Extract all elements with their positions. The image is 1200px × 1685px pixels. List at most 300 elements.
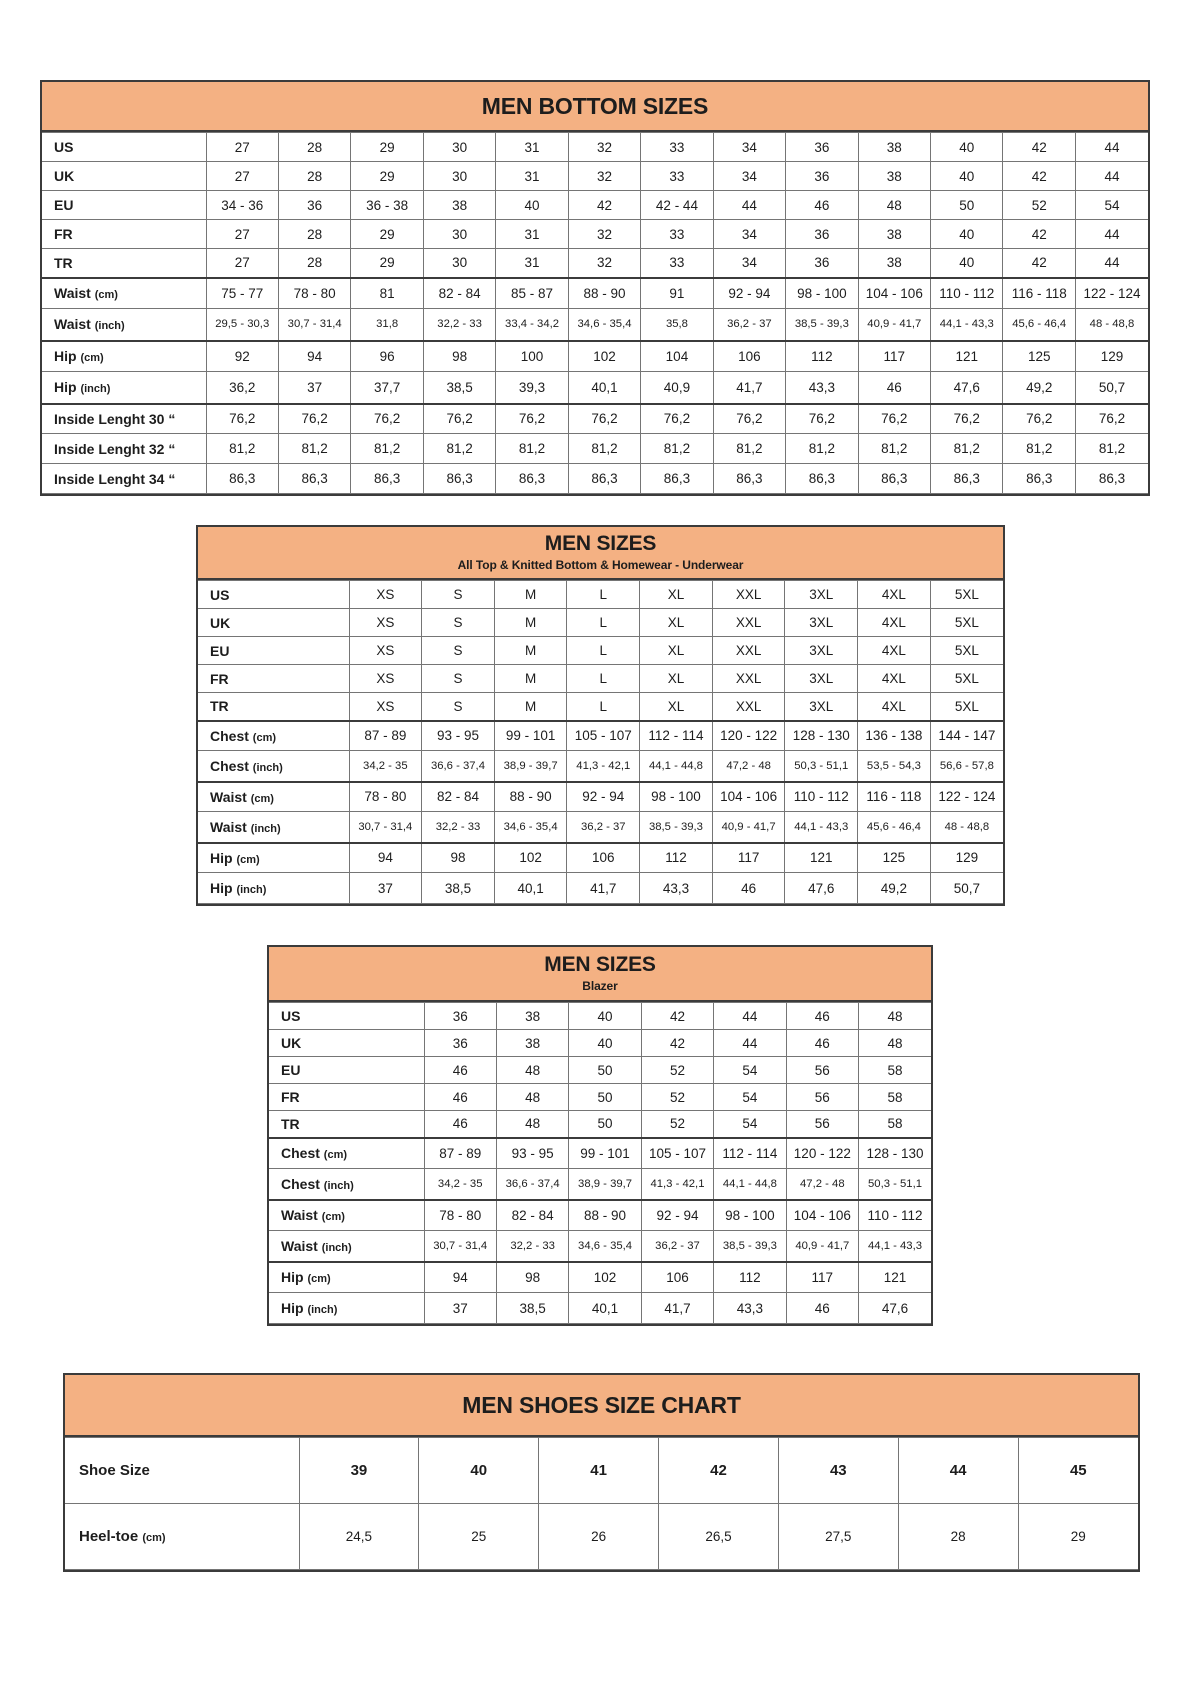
value-cell: 110 - 112 [931, 278, 1003, 309]
value-cell: 32,2 - 33 [423, 309, 495, 341]
value-cell: 56 [786, 1084, 858, 1111]
men-shoes-size-chart-table [63, 1373, 1140, 1572]
value-cell: 36 [424, 1003, 496, 1030]
value-cell: 98 - 100 [640, 782, 713, 812]
value-cell: 40,1 [568, 372, 640, 404]
value-cell: 78 - 80 [278, 278, 350, 309]
table-row-eu [198, 637, 1003, 665]
value-cell: 31 [496, 220, 568, 249]
value-cell: 24,5 [299, 1504, 419, 1570]
row-label: Inside Lenght 32 “ [54, 440, 176, 457]
value-cell: XS [349, 609, 422, 637]
value-cell: 34 [713, 220, 785, 249]
value-cell: 33 [641, 220, 713, 249]
value-cell: 117 [786, 1262, 858, 1293]
value-cell: 78 - 80 [349, 782, 422, 812]
value-cell: 29 [351, 133, 423, 162]
value-cell: 41 [539, 1438, 659, 1504]
value-cell: 30 [423, 220, 495, 249]
value-cell: 82 - 84 [422, 782, 495, 812]
value-cell: 34,6 - 35,4 [568, 309, 640, 341]
value-cell: 86,3 [351, 464, 423, 494]
value-cell: 92 - 94 [713, 278, 785, 309]
men-bottom-sizes-table [40, 80, 1150, 496]
table-row-chest-cm [269, 1138, 931, 1169]
table-row-fr [42, 220, 1148, 249]
row-label: EU [281, 1062, 301, 1078]
row-label: TR [210, 698, 229, 715]
value-cell: 117 [712, 843, 785, 873]
table-row-fr [198, 665, 1003, 693]
value-cell: L [567, 637, 640, 665]
value-cell: 45,6 - 46,4 [858, 812, 931, 843]
value-cell: 40,9 - 41,7 [858, 309, 930, 341]
value-cell: 28 [278, 162, 350, 191]
value-cell: 112 [714, 1262, 786, 1293]
value-cell: 42 [1003, 133, 1075, 162]
value-cell: 45,6 - 46,4 [1003, 309, 1075, 341]
row-label-cell [198, 873, 349, 904]
value-cell: 81,2 [278, 434, 350, 464]
value-cell: 122 - 124 [1075, 278, 1148, 309]
value-cell: 29 [351, 220, 423, 249]
row-label-cell [65, 1504, 299, 1570]
row-unit: (inch) [250, 822, 281, 835]
value-cell: 82 - 84 [423, 278, 495, 309]
value-cell: 117 [858, 341, 930, 372]
men-sizes-top-table-header [198, 527, 1003, 580]
table-row-us [198, 581, 1003, 609]
value-cell: 54 [1075, 191, 1148, 220]
value-cell: 4XL [858, 637, 931, 665]
value-cell: 78 - 80 [424, 1200, 496, 1231]
value-cell: 4XL [858, 609, 931, 637]
value-cell: 43,3 [786, 372, 858, 404]
value-cell: 81,2 [496, 434, 568, 464]
value-cell: 47,6 [859, 1293, 931, 1324]
page [0, 80, 1200, 1685]
value-cell: 46 [786, 1293, 858, 1324]
table-row-hip-cm [198, 843, 1003, 873]
value-cell: 98 [423, 341, 495, 372]
value-cell: 88 - 90 [568, 278, 640, 309]
value-cell: XL [640, 581, 713, 609]
value-cell: 27 [206, 133, 278, 162]
value-cell: L [567, 609, 640, 637]
value-cell: 36 - 38 [351, 191, 423, 220]
row-label-cell [269, 1262, 424, 1293]
value-cell: 48 - 48,8 [930, 812, 1003, 843]
value-cell: 120 - 122 [786, 1138, 858, 1169]
value-cell: 76,2 [351, 404, 423, 434]
value-cell: 36,6 - 37,4 [496, 1169, 568, 1200]
men-sizes-blazer-table [267, 945, 933, 1326]
row-unit: (inch) [236, 884, 267, 896]
table-row-uk [269, 1030, 931, 1057]
row-label-cell [42, 341, 206, 372]
value-cell: 76,2 [1003, 404, 1075, 434]
value-cell: 76,2 [1075, 404, 1148, 434]
row-label: US [281, 1008, 301, 1024]
value-cell: 81 [351, 278, 423, 309]
value-cell: 34 [713, 162, 785, 191]
table-row-waist-inch [269, 1231, 931, 1262]
value-cell: 104 - 106 [712, 782, 785, 812]
value-cell: 112 [786, 341, 858, 372]
row-label: US [210, 586, 230, 603]
value-cell: 93 - 95 [496, 1138, 568, 1169]
value-cell: 98 - 100 [786, 278, 858, 309]
value-cell: 86,3 [931, 464, 1003, 494]
value-cell: 27,5 [778, 1504, 898, 1570]
value-cell: 4XL [858, 581, 931, 609]
men-sizes-blazer-table-header [269, 947, 931, 1002]
row-label: EU [210, 642, 230, 659]
value-cell: XS [349, 693, 422, 721]
table-row-hip-inch [198, 873, 1003, 904]
value-cell: 39 [299, 1438, 419, 1504]
value-cell: 30 [423, 133, 495, 162]
value-cell: 56 [786, 1111, 858, 1138]
value-cell: 116 - 118 [858, 782, 931, 812]
value-cell: 34,2 - 35 [349, 751, 422, 782]
table-row-inside-lenght-32 [42, 434, 1148, 464]
value-cell: 32 [568, 249, 640, 278]
value-cell: 31 [496, 249, 568, 278]
row-unit: (inch) [307, 1304, 338, 1316]
value-cell: 34,6 - 35,4 [494, 812, 567, 843]
table-row-tr [198, 693, 1003, 721]
row-label-cell [198, 721, 349, 751]
value-cell: 5XL [930, 693, 1003, 721]
value-cell: 42 [1003, 162, 1075, 191]
value-cell: L [567, 581, 640, 609]
value-cell: 36,2 - 37 [641, 1231, 713, 1262]
row-label: Waist [210, 818, 247, 835]
value-cell: M [494, 637, 567, 665]
value-cell: 41,7 [713, 372, 785, 404]
value-cell: S [422, 693, 495, 721]
value-cell: 81,2 [206, 434, 278, 464]
value-cell: 3XL [785, 665, 858, 693]
value-cell: 40 [569, 1003, 641, 1030]
row-label: FR [281, 1089, 300, 1105]
value-cell: 47,2 - 48 [712, 751, 785, 782]
value-cell: 52 [641, 1084, 713, 1111]
value-cell: 76,2 [496, 404, 568, 434]
table-row-hip-inch [42, 372, 1148, 404]
row-label-cell [42, 249, 206, 278]
row-label: Chest [210, 727, 249, 744]
value-cell: 42 [1003, 220, 1075, 249]
value-cell: 30 [423, 249, 495, 278]
row-label: Waist [281, 1207, 318, 1224]
row-unit: (inch) [321, 1241, 352, 1254]
value-cell: 125 [1003, 341, 1075, 372]
value-cell: 86,3 [278, 464, 350, 494]
row-label-cell [42, 162, 206, 191]
value-cell: 106 [567, 843, 640, 873]
value-cell: 50 [931, 191, 1003, 220]
row-unit: (inch) [252, 761, 283, 774]
value-cell: 34 [713, 133, 785, 162]
value-cell: 29 [351, 249, 423, 278]
value-cell: 86,3 [496, 464, 568, 494]
value-cell: 58 [859, 1084, 931, 1111]
value-cell: 34,2 - 35 [424, 1169, 496, 1200]
value-cell: 49,2 [1003, 372, 1075, 404]
value-cell: 3XL [785, 637, 858, 665]
table-row-waist-cm [42, 278, 1148, 309]
value-cell: 50 [569, 1057, 641, 1084]
value-cell: 36 [786, 162, 858, 191]
value-cell: M [494, 581, 567, 609]
value-cell: 48 - 48,8 [1075, 309, 1148, 341]
value-cell: XXL [712, 581, 785, 609]
value-cell: 44 [714, 1003, 786, 1030]
row-label: Hip [281, 1300, 304, 1316]
value-cell: 36,2 - 37 [713, 309, 785, 341]
value-cell: XL [640, 609, 713, 637]
row-unit: (cm) [80, 352, 104, 365]
row-unit: (cm) [252, 731, 277, 744]
value-cell: 40 [569, 1030, 641, 1057]
value-cell: 88 - 90 [569, 1200, 641, 1231]
value-cell: 38 [858, 133, 930, 162]
value-cell: 81,2 [568, 434, 640, 464]
value-cell: 38 [858, 249, 930, 278]
row-label-cell [42, 309, 206, 341]
value-cell: 31 [496, 133, 568, 162]
row-unit: (inch) [323, 1179, 354, 1192]
value-cell: 27 [206, 249, 278, 278]
value-cell: 42 [641, 1030, 713, 1057]
value-cell: 26 [539, 1504, 659, 1570]
value-cell: 40,9 - 41,7 [712, 812, 785, 843]
value-cell: 76,2 [931, 404, 1003, 434]
value-cell: 46 [424, 1084, 496, 1111]
value-cell: 46 [858, 372, 930, 404]
row-label-cell [42, 133, 206, 162]
row-unit: (cm) [307, 1273, 331, 1286]
row-label-cell [65, 1438, 299, 1504]
value-cell: 53,5 - 54,3 [858, 751, 931, 782]
row-label: Hip [210, 880, 233, 896]
value-cell: 38,5 - 39,3 [640, 812, 713, 843]
value-cell: 46 [786, 191, 858, 220]
value-cell: XS [349, 581, 422, 609]
value-cell: 81,2 [858, 434, 930, 464]
value-cell: 38 [858, 220, 930, 249]
value-cell: 54 [714, 1111, 786, 1138]
value-cell: 128 - 130 [859, 1138, 931, 1169]
value-cell: 43,3 [714, 1293, 786, 1324]
value-cell: 32,2 - 33 [422, 812, 495, 843]
value-cell: 86,3 [713, 464, 785, 494]
value-cell: 30,7 - 31,4 [349, 812, 422, 843]
value-cell: 32 [568, 162, 640, 191]
value-cell: 3XL [785, 609, 858, 637]
value-cell: 40 [931, 220, 1003, 249]
value-cell: 98 [496, 1262, 568, 1293]
value-cell: 104 [641, 341, 713, 372]
value-cell: 105 - 107 [567, 721, 640, 751]
value-cell: S [422, 609, 495, 637]
value-cell: 36 [424, 1030, 496, 1057]
value-cell: 38 [423, 191, 495, 220]
value-cell: 44 [1075, 162, 1148, 191]
value-cell: 136 - 138 [858, 721, 931, 751]
value-cell: 38,5 [496, 1293, 568, 1324]
row-label-cell [198, 581, 349, 609]
value-cell: 30 [423, 162, 495, 191]
value-cell: 44,1 - 44,8 [714, 1169, 786, 1200]
value-cell: 40,1 [494, 873, 567, 904]
value-cell: 87 - 89 [349, 721, 422, 751]
row-label-cell [42, 191, 206, 220]
value-cell: 81,2 [1075, 434, 1148, 464]
value-cell: 42 - 44 [641, 191, 713, 220]
row-label: Hip [281, 1269, 304, 1286]
value-cell: 122 - 124 [930, 782, 1003, 812]
table-row-waist-inch [42, 309, 1148, 341]
row-label-cell [42, 278, 206, 309]
table-row-us [42, 133, 1148, 162]
row-label: EU [54, 197, 74, 213]
value-cell: 3XL [785, 693, 858, 721]
row-label: UK [210, 614, 231, 631]
size-charts-container [0, 80, 1200, 1572]
table-row-us [269, 1003, 931, 1030]
row-label-cell [269, 1169, 424, 1200]
row-label-cell [198, 843, 349, 873]
value-cell: 99 - 101 [494, 721, 567, 751]
value-cell: 29,5 - 30,3 [206, 309, 278, 341]
row-label: Chest [210, 757, 249, 774]
value-cell: 50,7 [1075, 372, 1148, 404]
value-cell: 46 [786, 1030, 858, 1057]
value-cell: 44,1 - 43,3 [931, 309, 1003, 341]
value-cell: 33 [641, 249, 713, 278]
table-row-chest-inch [198, 751, 1003, 782]
value-cell: 50,3 - 51,1 [859, 1169, 931, 1200]
value-cell: 144 - 147 [930, 721, 1003, 751]
value-cell: 85 - 87 [496, 278, 568, 309]
value-cell: 76,2 [858, 404, 930, 434]
value-cell: 112 - 114 [714, 1138, 786, 1169]
value-cell: 86,3 [1003, 464, 1075, 494]
value-cell: 48 [859, 1003, 931, 1030]
value-cell: 104 - 106 [786, 1200, 858, 1231]
value-cell: 92 - 94 [567, 782, 640, 812]
value-cell: 121 [859, 1262, 931, 1293]
value-cell: 91 [641, 278, 713, 309]
row-label: Inside Lenght 34 “ [54, 470, 176, 487]
row-label-cell [269, 1030, 424, 1057]
value-cell: 102 [494, 843, 567, 873]
value-cell: 76,2 [278, 404, 350, 434]
value-cell: 102 [569, 1262, 641, 1293]
value-cell: 34 [713, 249, 785, 278]
table-row-inside-lenght-30 [42, 404, 1148, 434]
value-cell: 76,2 [713, 404, 785, 434]
table-row-hip-cm [269, 1262, 931, 1293]
value-cell: 104 - 106 [858, 278, 930, 309]
value-cell: 5XL [930, 609, 1003, 637]
value-cell: XS [349, 665, 422, 693]
row-unit: (cm) [323, 1149, 348, 1162]
value-cell: 31 [496, 162, 568, 191]
value-cell: 82 - 84 [496, 1200, 568, 1231]
value-cell: 110 - 112 [785, 782, 858, 812]
value-cell: 36 [786, 133, 858, 162]
row-label-cell [42, 372, 206, 404]
value-cell: XXL [712, 665, 785, 693]
value-cell: 44 [1075, 133, 1148, 162]
value-cell: 44 [714, 1030, 786, 1057]
value-cell: 47,6 [785, 873, 858, 904]
table-row-eu [42, 191, 1148, 220]
row-label-cell [269, 1003, 424, 1030]
row-label-cell [198, 637, 349, 665]
value-cell: 32 [568, 133, 640, 162]
value-cell: M [494, 693, 567, 721]
table-row-tr [269, 1111, 931, 1138]
table-row-hip-inch [269, 1293, 931, 1324]
value-cell: 39,3 [496, 372, 568, 404]
value-cell: 76,2 [423, 404, 495, 434]
value-cell: 41,3 - 42,1 [641, 1169, 713, 1200]
value-cell: 56,6 - 57,8 [930, 751, 1003, 782]
value-cell: 105 - 107 [641, 1138, 713, 1169]
row-unit: (cm) [142, 1532, 166, 1544]
value-cell: 38 [496, 1030, 568, 1057]
row-label: FR [54, 226, 73, 242]
table-row-inside-lenght-34 [42, 464, 1148, 494]
value-cell: 87 - 89 [424, 1138, 496, 1169]
value-cell: 26,5 [659, 1504, 779, 1570]
value-cell: 129 [1075, 341, 1148, 372]
table-row-uk [42, 162, 1148, 191]
value-cell: 50,3 - 51,1 [785, 751, 858, 782]
table-row-hip-cm [42, 341, 1148, 372]
value-cell: 48 [858, 191, 930, 220]
row-label: Inside Lenght 30 “ [54, 410, 176, 427]
value-cell: 96 [351, 341, 423, 372]
value-cell: 36 [786, 249, 858, 278]
row-label: Heel-toe [79, 1528, 139, 1545]
row-label: TR [281, 1115, 300, 1132]
value-cell: XS [349, 637, 422, 665]
row-label-cell [198, 782, 349, 812]
row-label: Waist [210, 788, 247, 805]
value-cell: 49,2 [858, 873, 931, 904]
value-cell: 37 [349, 873, 422, 904]
value-cell: 44 [713, 191, 785, 220]
table-title: MEN SIZES [544, 532, 657, 556]
value-cell: 54 [714, 1057, 786, 1084]
value-cell: 42 [641, 1003, 713, 1030]
value-cell: 40 [931, 162, 1003, 191]
row-label: FR [210, 670, 229, 687]
value-cell: 86,3 [641, 464, 713, 494]
value-cell: 58 [859, 1057, 931, 1084]
value-cell: 44,1 - 44,8 [640, 751, 713, 782]
value-cell: 36 [278, 191, 350, 220]
table-row-waist-cm [269, 1200, 931, 1231]
value-cell: 32 [568, 220, 640, 249]
row-label: UK [281, 1035, 302, 1051]
